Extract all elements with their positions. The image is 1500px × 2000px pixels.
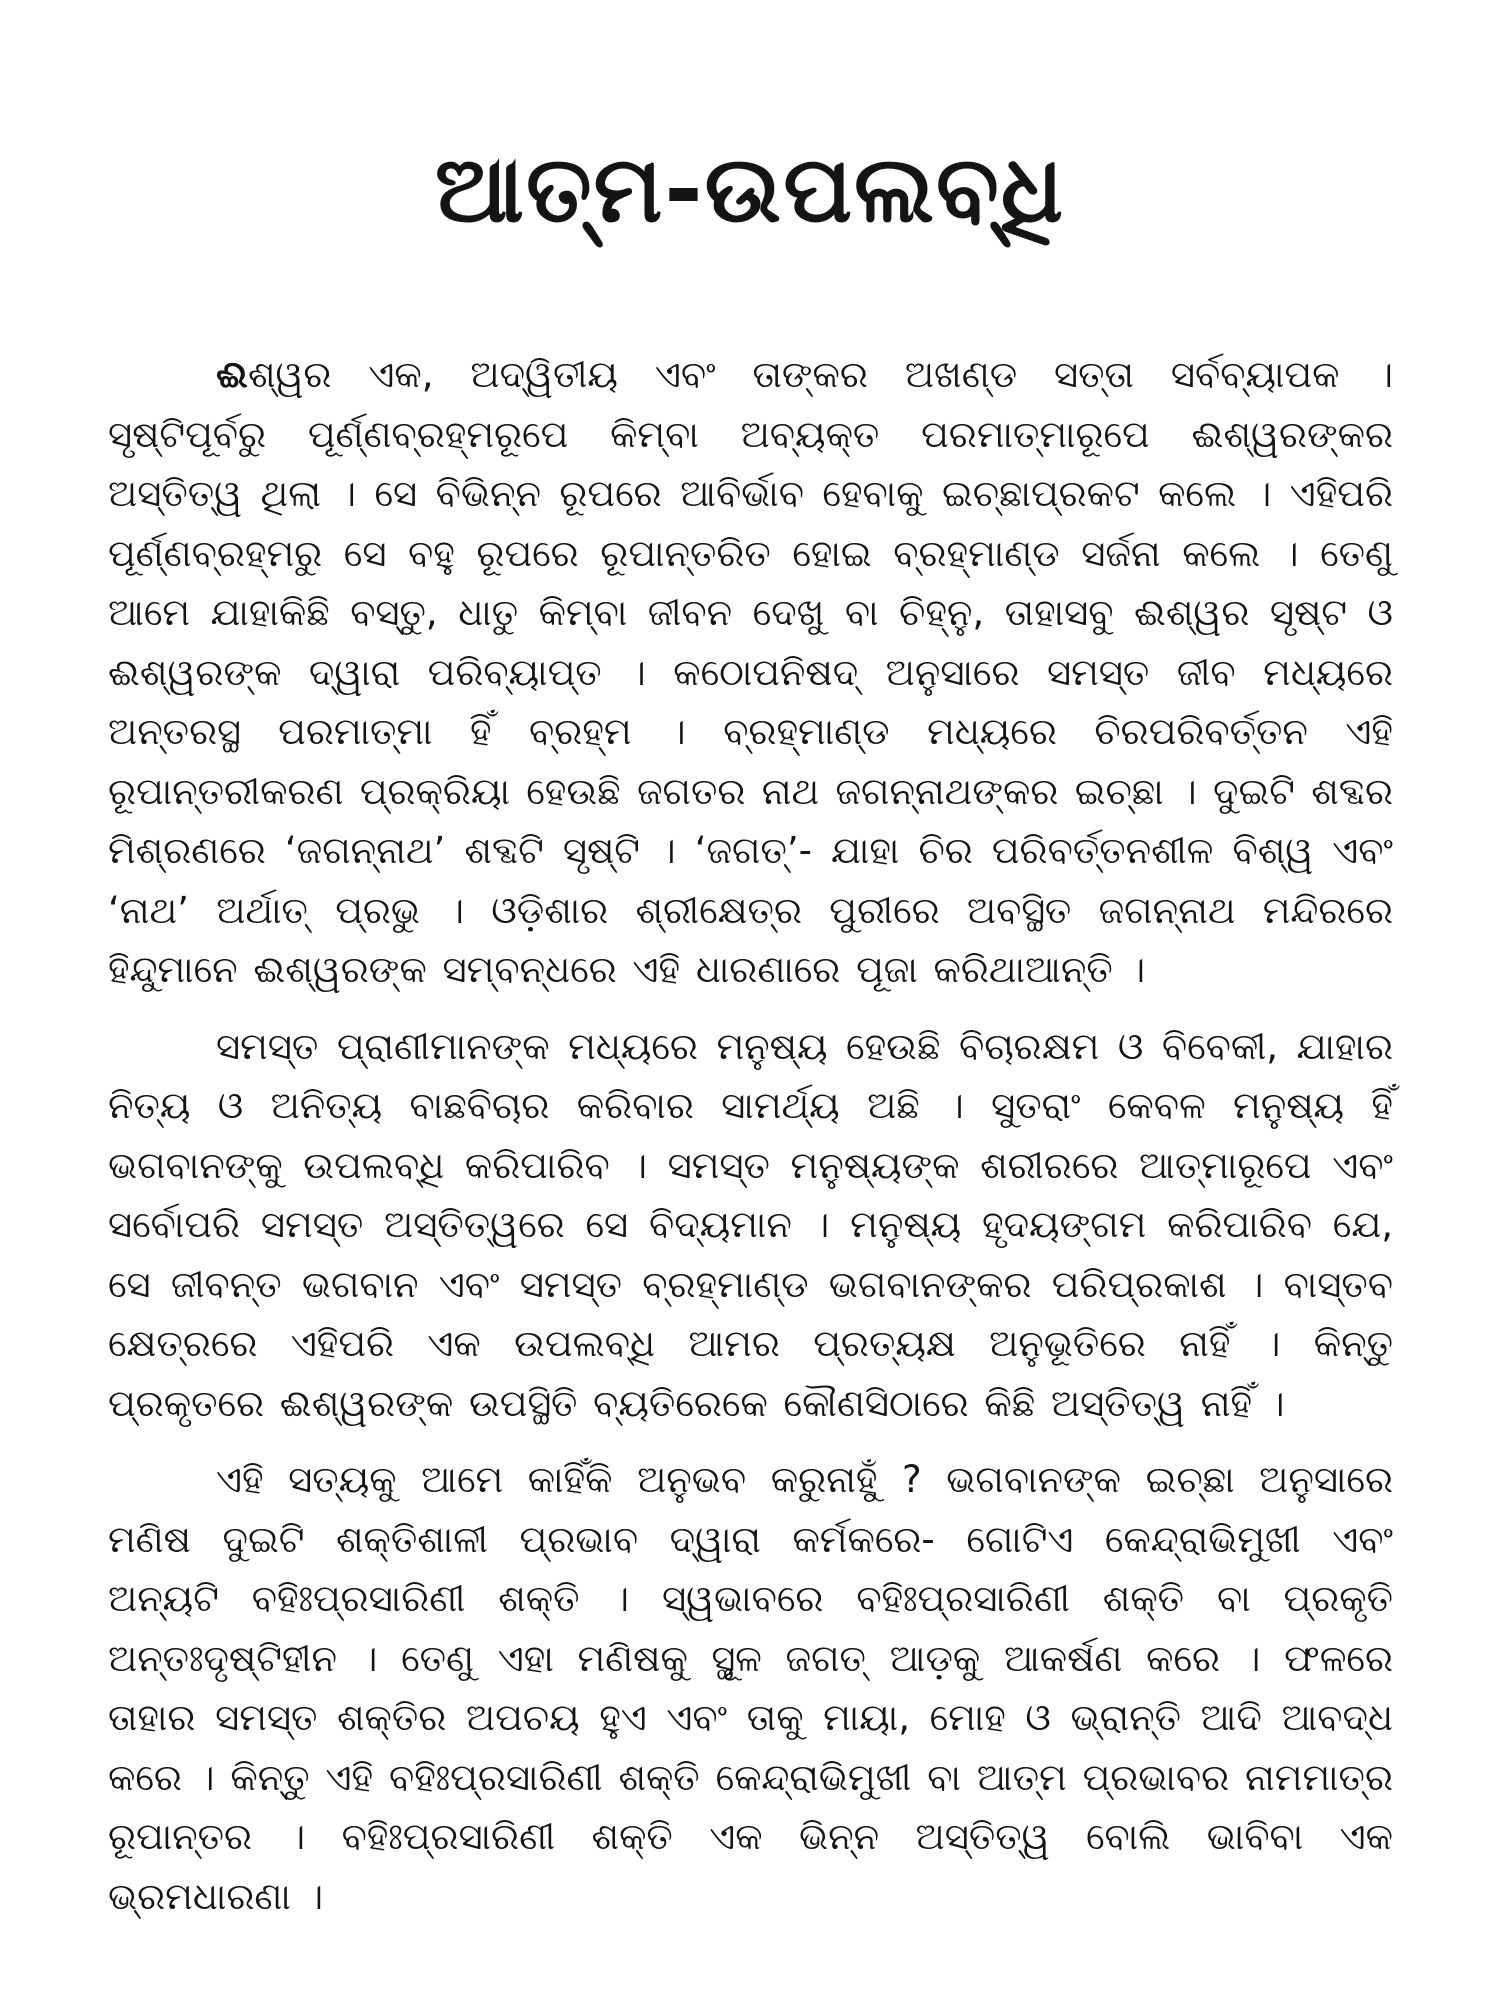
paragraph-2-text: ସମସ୍ତ ପ୍ରାଣୀମାନଙ୍କ ମଧ୍ୟରେ ମନୁଷ୍ୟ ହେଉଛି ବିଚାରକ୍ଷମ ଓ ବିବେକୀ, ଯାହାର ନିତ୍ୟ ଓ ଅନିତ୍ୟ ବାଛବିଚାର କରିବାର ସାମର୍ଥ୍ୟ ଅଛି । ସୁତରାଂ କେବଳ ମନୁଷ୍ୟ ହିଁ ଭଗବାନଙ୍କୁ ଉପଲବ୍ଧି କରିପାରିବ । ସମସ୍ତ ମନୁଷ୍ୟଙ୍କ ଶରୀରରେ ଆତ୍ମାରୂପେ ଏବଂ ସର୍ବୋପରି ସମସ୍ତ ଅସ୍ତିତ୍ୱରେ ସେ ବିଦ୍ୟମାନ । ମନୁଷ୍ୟ ହୃଦୟଙ୍ଗମ କରିପାରିବ ଯେ, ସେ ଜୀବନ୍ତ ଭଗବାନ ଏବଂ ସମସ୍ତ ବ୍ରହ୍ମାଣ୍ଡ ଭଗବାନଙ୍କର ପରିପ୍ରକାଶ । ବାସ୍ତବ କ୍ଷେତ୍ରରେ ଏହିପରି ଏକ ଉପଲବ୍ଧି ଆମର ପ୍ରତ୍ୟକ୍ଷ ଅନୁଭୂତିରେ ନାହିଁ । କିନ୍ତୁ ପ୍ରକୃତରେ ଈଶ୍ୱରଙ୍କ ଉପସ୍ଥିତି ବ୍ୟତିରେକେ କୌଣସିଠାରେ କିଛି ଅସ୍ତିତ୍ୱ ନାହିଁ । xyxy=(108,1024,1394,1425)
page-title: ଆତ୍ମ-ଉପଲବ୍ଧି xyxy=(434,136,1066,243)
paragraph-1-lead-letter: ଈ xyxy=(216,353,248,396)
paragraph-1-text: ଶ୍ୱର ଏକ, ଅଦ୍ୱିତୀୟ ଏବଂ ତାଙ୍କର ଅଖଣ୍ଡ ସତ୍ତା ସର୍ବବ୍ୟାପକ । ସୃଷ୍ଟିପୂର୍ବରୁ ପୂର୍ଣ୍ଣବ୍ରହ୍ମରୂପେ କିମ୍ବା ଅବ୍ୟକ୍ତ ପରମାତ୍ମାରୂପେ ଈଶ୍ୱରଙ୍କର ଅସ୍ତିତ୍ୱ ଥିଲା । ସେ ବିଭିନ୍ନ ରୂପରେ ଆବିର୍ଭାବ ହେବାକୁ ଇଚ୍ଛାପ୍ରକଟ କଲେ । ଏହିପରି ପୂର୍ଣ୍ଣବ୍ରହ୍ମରୁ ସେ ବହୁ ରୂପରେ ରୂପାନ୍ତରିତ ହୋଇ ବ୍ରହ୍ମାଣ୍ଡ ସର୍ଜନା କଲେ । ତେଣୁ ଆମେ ଯାହାକିଛି ବସ୍ତୁ, ଧାତୁ କିମ୍ବା ଜୀବନ ଦେଖୁ ବା ଚିହ୍ନୁ, ତାହାସବୁ ଈଶ୍ୱର ସୃଷ୍ଟ ଓ ଈଶ୍ୱରଙ୍କ ଦ୍ୱାରା ପରିବ୍ୟାପ୍ତ । କଠୋପନିଷଦ୍ ଅନୁସାରେ ସମସ୍ତ ଜୀବ ମଧ୍ୟରେ ଅନ୍ତରସ୍ଥ ପରମାତ୍ମା ହିଁ ବ୍ରହ୍ମ । ବ୍ରହ୍ମାଣ୍ଡ ମଧ୍ୟରେ ଚିରପରିବର୍ତ୍ତନ ଏହି ରୂପାନ୍ତରୀକରଣ ପ୍ରକ୍ରିୟା ହେଉଛି ଜଗତର ନାଥ ଜଗନ୍ନାଥଙ୍କର ଇଚ୍ଛା । ଦୁଇଟି ଶବ୍ଦର ମିଶ୍ରଣରେ ‘ଜଗନ୍ନାଥ’ ଶବ୍ଦଟି ସୃଷ୍ଟି । ‘ଜଗତ୍’- ଯାହା ଚିର ପରିବର୍ତ୍ତନଶୀଳ ବିଶ୍ୱ ଏବଂ ‘ନାଥ’ ଅର୍ଥାତ୍ ପ୍ରଭୁ । ଓଡ଼ିଶାର ଶ୍ରୀକ୍ଷେତ୍ର ପୁରୀରେ ଅବସ୍ଥିତ ଜଗନ୍ନାଥ ମନ୍ଦିରରେ ହିନ୍ଦୁମାନେ ଈଶ୍ୱରଙ୍କ ସମ୍ବନ୍ଧରେ ଏହି ଧାରଣାରେ ପୂଜା କରିଥାଆନ୍ତି । xyxy=(108,353,1393,991)
paragraph-1 xyxy=(108,345,1393,1000)
body-text xyxy=(108,345,1393,1943)
paragraph-3 xyxy=(108,1450,1393,1926)
paragraph-2 xyxy=(108,1017,1393,1434)
paragraph-3-text: ଏହି ସତ୍ୟକୁ ଆମେ କାହିଁକି ଅନୁଭବ କରୁନାହୁଁ ? ଭଗବାନଙ୍କ ଇଚ୍ଛା ଅନୁସାରେ ମଣିଷ ଦୁଇଟି ଶକ୍ତିଶାଳୀ ପ୍ରଭାବ ଦ୍ୱାରା କର୍ମକରେ- ଗୋଟିଏ କେନ୍ଦ୍ରାଭିମୁଖୀ ଏବଂ ଅନ୍ୟଟି ବହିଃପ୍ରସାରିଣୀ ଶକ୍ତି । ସ୍ୱଭାବରେ ବହିଃପ୍ରସାରିଣୀ ଶକ୍ତି ବା ପ୍ରକୃତି ଅନ୍ତଃଦୃଷ୍ଟିହୀନ । ତେଣୁ ଏହା ମଣିଷକୁ ସ୍ଥୂଳ ଜଗତ୍ ଆଡ଼କୁ ଆକର୍ଷଣ କରେ । ଫଳରେ ତାହାର ସମସ୍ତ ଶକ୍ତିର ଅପଚୟ ହୁଏ ଏବଂ ତାକୁ ମାୟା, ମୋହ ଓ ଭ୍ରାନ୍ତି ଆଦି ଆବଦ୍ଧ କରେ । କିନ୍ତୁ ଏହି ବହିଃପ୍ରସାରିଣୀ ଶକ୍ତି କେନ୍ଦ୍ରାଭିମୁଖୀ ବା ଆତ୍ମ ପ୍ରଭାବର ନାମମାତ୍ର ରୂପାନ୍ତର । ବହିଃପ୍ରସାରିଣୀ ଶକ୍ତି ଏକ ଭିନ୍ନ ଅସ୍ତିତ୍ୱ ବୋଲି ଭାବିବା ଏକ ଭ୍ରମଧାରଣା । xyxy=(108,1458,1393,1918)
